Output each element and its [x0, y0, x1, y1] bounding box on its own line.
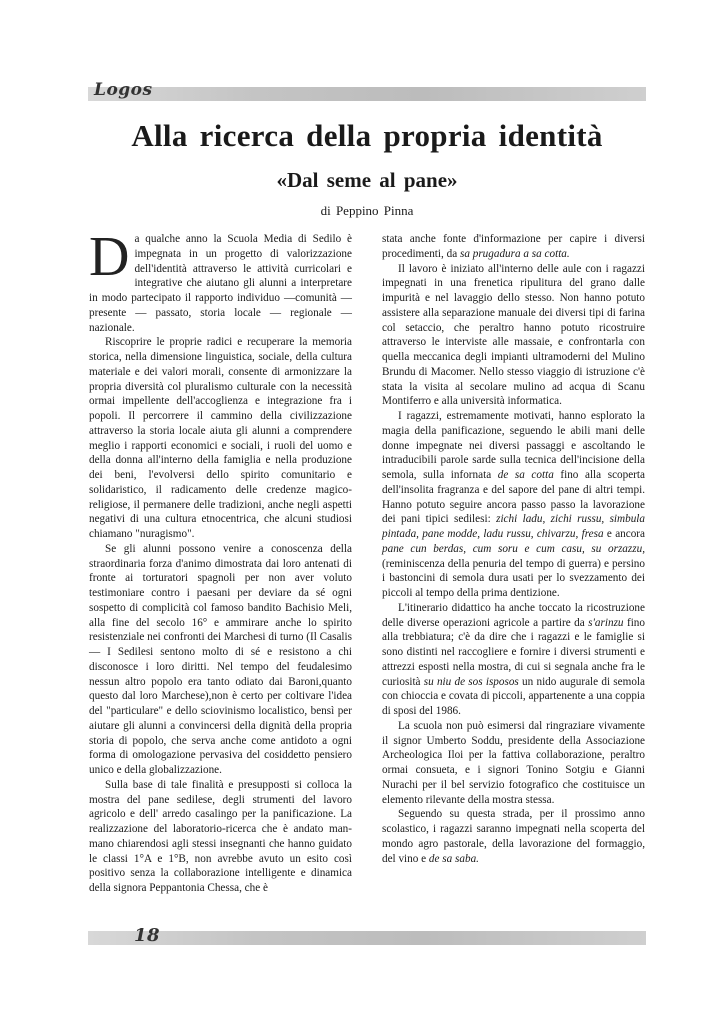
right-column [382, 232, 645, 866]
paragraph-text: Seguendo su questa strada, per il prossimo anno scolastico, i ragazzi saranno impegnati nella scoperta del mondo agro pastorale, della lavorazione del formaggio, del vino e [382, 808, 645, 865]
paragraph-text: un nido augurale di semola con chioccia e covata di piccoli, appartenente a una coppia di sposi del 1986. [382, 675, 645, 717]
sardinian-term: su niu de sos isposos [423, 675, 519, 688]
sardinian-term: pane cun berdas, cum soru e cum casu, su orzazzu, [382, 542, 645, 555]
paragraph: Se gli alunni possono venire a conoscenza della straordinaria forza d'animo dimostrata dai loro antenati di fronte ai torturatori spagnoli per non aver voluto testimoniare contro i paesani per deviare da sé ogni sospetto di complicità col famoso bandito Bachisio Meli, alla fine del secolo 16° e ammirare anche lo spirito resistenziale nei confronti dei Marchesi di turno (Il Casalis — I Sedilesi sentono molto di sé e resistono a chi disconosce i loro diritti. Nel tempo del feudalesimo nessun altro popolo era tanto odiato dai Baroni,quanto questo dal loro Marchese),non è certo per coltivare l'idea del "particulare" e dello sciovinismo localistico, bensì per aiutare gli alunni a convincersi della dignità della propria storia di popolo, che serva anche come antidoto a ogni forma di omologazione pervasiva del cosiddetto pensiero unico e della globalizzazione. [89, 542, 352, 776]
page-number: 18 [134, 925, 161, 946]
left-column [89, 226, 352, 896]
paragraph [89, 226, 352, 335]
paragraph-text: (reminiscenza della penuria del tempo di guerra) e persino i bastoncini di semola dura usati per lo svezzamento dei piccoli al tempo della prima dentizione. [382, 557, 645, 599]
paragraph: Il lavoro è iniziato all'interno delle aule con i ragazzi impegnati in una frenetica ripulitura del grano dalle impurità e nel lavaggio dello stesso. Non hanno potuto assistere alla separazione manuale dei diversi tipi di farina col setaccio, che peraltro hanno potuto ricostruire attraverso le interviste alle massaie, e confrontarla con quella meccanica degli impianti ultramoderni del Mulino Brundu di Macomer. Nello stesso viaggio di istruzione c'è stata la visita al secolare mulino ad acqua di Scanu Montiferro e alla università informatica. [382, 262, 645, 408]
paragraph: Sulla base di tale finalità e presupposti si colloca la mostra del pane sedilese, degli strumenti del lavoro agricolo e dell' arredo casalingo per la panificazione. La realizzazione del laboratorio-ricerca che è andato man-mano chiarendosi agli stessi insegnanti che hanno guidato le classi 1°A e 1°B, non avrebbe avuto un esito così positivo senza la collaborazione intelligente e dinamica della signora Peppantonia Chessa, che è [89, 778, 352, 894]
article-subtitle: «Dal seme al pane» [276, 168, 458, 192]
sardinian-term: de sa cotta [497, 469, 554, 481]
footer-band [88, 925, 646, 946]
sardinian-term: sa prugadura a sa cotta. [459, 247, 570, 260]
drop-cap: D [89, 226, 130, 288]
paragraph-text: L'itinerario didattico ha anche toccato la ricostruzione delle diverse operazioni agricole a partire da [382, 601, 645, 629]
paragraph: La scuola non può esimersi dal ringraziare vivamente il signor Umberto Soddu, presidente della Associazione Archeologica Iloi per la fattiva collaborazione, peraltro ormai consueta, e i signori Tonino Sotgiu e Gianni Nurachi per il bel servizio fotografico che costituisce un elemento rilevante della mostra stessa. [382, 719, 645, 806]
paragraph-text: fino alla scoperta dell'insolita fragranza e del sapore del pane di altri tempi. Hanno potuto seguire ancora passo passo la lavorazione dei pani tipici sedilesi: [382, 469, 645, 526]
paragraph [382, 232, 645, 262]
sardinian-term: s'arinzu [588, 616, 624, 629]
paragraph-text: a qualche anno la Scuola Media di Sedilo è impegnata in un progetto di valorizzazione dell'identità attraverso le attività curricolari e integrative che aiutano gli alunni a interpretare in modo partecipato il rapporto individuo —comunità — presente — passato, storia locale — regionale — nazionale. [89, 233, 352, 334]
paragraph [382, 601, 645, 719]
paragraph-text: I ragazzi, estremamente motivati, hanno esplorato la magia della panificazione, seguendo le abili mani delle donne impegnate nei diversi passaggi e ascoltando le intraducibili parole sarde sulla tecnica dell'incisione della semola, sulla infornata [382, 410, 645, 481]
paragraph [382, 807, 645, 866]
paragraph: Riscoprire le proprie radici e recuperare la memoria storica, nella dimensione linguistica, sociale, della cultura materiale e dei valori morali, consente di armonizzare la propria diversità col pluralismo culturale con la necessità ormai impellente dell'accoglienza e integrazione fra i popoli. Il percorrere il cammino della civilizzazione attraverso la storia locale aiuta gli alunni a comprendere meglio i rapporti economici e sociali, i ruoli del uomo e della donna all'interno della famiglia e nella produzione dei beni, l'evolversi dello spirito comunitario e solidaristico, il radicamento delle credenze magico-religiose, il permanere delle tradizioni, anche negli aspetti negativi di una cultura etnocentrica, che alcuni studiosi chiamano "nuragismo". [89, 336, 352, 540]
paragraph-text: e ancora [603, 528, 645, 540]
paragraph-text: fino alla trebbiatura; c'è da dire che i ragazzi e le famiglie si sono distinti nel raccogliere e fornire i diversi strumenti e attrezzi esposti nella mostra, di cui si segnala anche fra le curiosità [382, 616, 645, 688]
paragraph-text: stata anche fonte d'informazione per capire i diversi procedimenti, da [382, 233, 645, 260]
header-band [88, 80, 646, 101]
section-label: Logos [94, 80, 153, 100]
paragraph [382, 409, 645, 601]
sardinian-term: de sa saba. [428, 852, 479, 865]
article-title: Alla ricerca della propria identità [131, 118, 603, 153]
byline: di Peppino Pinna [320, 203, 414, 218]
sardinian-term: zichi ladu, zichi russu, simbula pintada, pane modde, ladu russu, chivarzu, fresa [382, 513, 646, 540]
